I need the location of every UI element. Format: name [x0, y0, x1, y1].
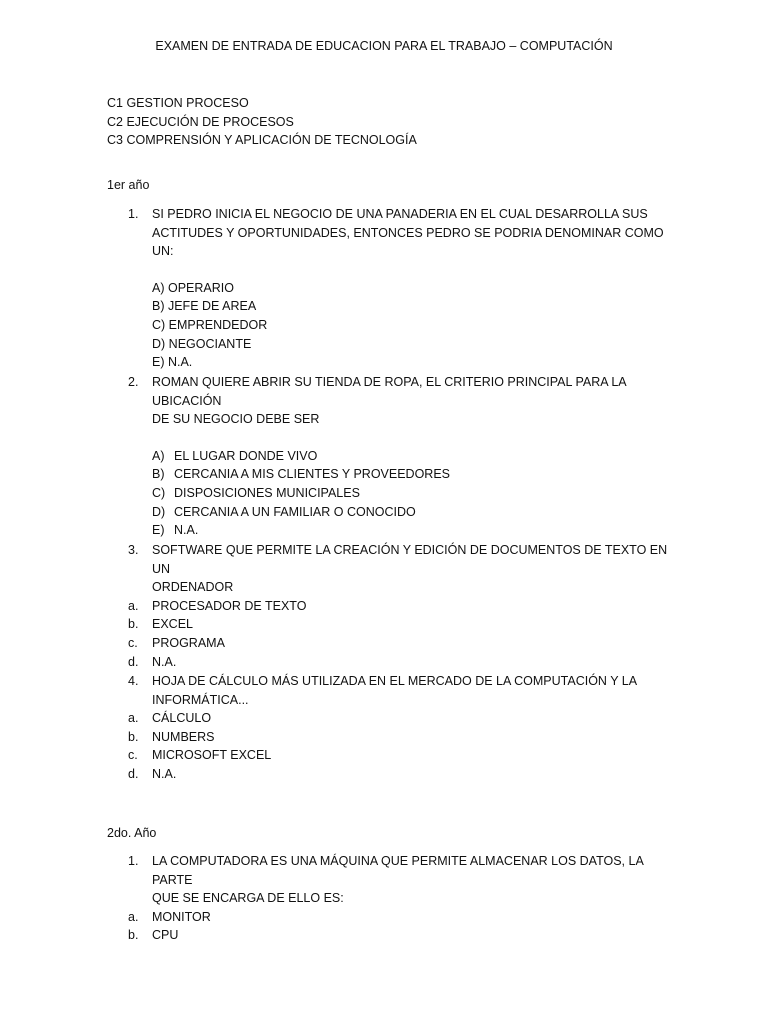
option-item	[128, 765, 668, 784]
option-item: D) NEGOCIANTE	[152, 336, 252, 351]
option-text: CERCANIA A MIS CLIENTES Y PROVEEDORES	[174, 467, 451, 482]
year-heading-1: 1er año	[107, 178, 150, 192]
question-number: 3.	[128, 543, 139, 557]
option-label: d.	[128, 654, 139, 669]
option-text: PROGRAMA	[152, 635, 225, 650]
question-1-year1	[128, 205, 668, 372]
option-label: b.	[128, 729, 139, 744]
option-text: EXCEL	[152, 617, 193, 632]
option-label: c.	[128, 748, 138, 763]
question-1-year2	[128, 852, 668, 945]
option-item	[128, 709, 668, 728]
question-3-year1	[128, 541, 668, 671]
question-line: SI PEDRO INICIA EL NEGOCIO DE UNA PANADERIA EN EL CUAL DESARROLLA SUS	[152, 207, 648, 221]
question-text	[152, 541, 668, 597]
option-item	[128, 615, 668, 634]
option-item	[152, 447, 668, 466]
question-line: DE SU NEGOCIO DEBE SER	[152, 412, 320, 427]
option-item	[152, 521, 668, 540]
option-label: b.	[128, 928, 139, 943]
option-label: d.	[128, 766, 139, 781]
question-line: INFORMÁTICA...	[152, 692, 249, 707]
option-item	[128, 746, 668, 765]
option-label: c.	[128, 635, 138, 650]
option-text: DISPOSICIONES MUNICIPALES	[174, 485, 360, 500]
option-item	[152, 503, 668, 522]
option-text: EL LUGAR DONDE VIVO	[174, 448, 318, 463]
option-list	[152, 447, 668, 540]
question-number: 4.	[128, 674, 139, 688]
option-text: NUMBERS	[152, 729, 215, 744]
option-item: A) OPERARIO	[152, 280, 234, 295]
option-text: MONITOR	[152, 909, 211, 924]
year-heading-2: 2do. Año	[107, 826, 157, 840]
option-label: a.	[128, 598, 139, 613]
question-text	[152, 373, 668, 429]
question-line: ACTITUDES Y OPORTUNIDADES, ENTONCES PEDRO SE PODRIA DENOMINAR COMO UN:	[152, 225, 664, 259]
option-label: D)	[152, 504, 166, 519]
question-line: QUE SE ENCARGA DE ELLO ES:	[152, 891, 344, 906]
question-line: ROMAN QUIERE ABRIR SU TIENDA DE ROPA, EL CRITERIO PRINCIPAL PARA LA UBICACIÓN	[152, 375, 626, 408]
option-item	[128, 653, 668, 672]
question-text	[152, 852, 668, 908]
question-2-year1	[128, 373, 668, 540]
question-number: 2.	[128, 375, 139, 389]
question-line: LA COMPUTADORA ES UNA MÁQUINA QUE PERMITE ALMACENAR LOS DATOS, LA PARTE	[152, 854, 644, 887]
option-label: b.	[128, 617, 139, 632]
option-list	[128, 908, 668, 945]
question-line: SOFTWARE QUE PERMITE LA CREACIÓN Y EDICIÓN DE DOCUMENTOS DE TEXTO EN UN	[152, 543, 668, 576]
question-line: ORDENADOR	[152, 580, 234, 595]
option-list	[128, 597, 668, 671]
option-item	[152, 484, 668, 503]
option-label: B)	[152, 467, 165, 482]
option-text: N.A.	[152, 654, 177, 669]
option-item	[128, 634, 668, 653]
question-text	[152, 205, 668, 261]
option-label: E)	[152, 523, 165, 538]
option-item: B) JEFE DE AREA	[152, 299, 257, 314]
competency-list	[107, 94, 417, 150]
option-item	[128, 926, 668, 945]
option-item: C) EMPRENDEDOR	[152, 317, 268, 332]
option-text: N.A.	[174, 523, 199, 538]
question-number: 1.	[128, 854, 139, 868]
competency-item: C2 EJECUCIÓN DE PROCESOS	[107, 114, 294, 129]
option-text: CERCANIA A UN FAMILIAR O CONOCIDO	[174, 504, 416, 519]
question-text	[152, 672, 668, 709]
document-title: EXAMEN DE ENTRADA DE EDUCACION PARA EL TRABAJO – COMPUTACIÓN	[155, 39, 613, 53]
option-text: CPU	[152, 928, 179, 943]
option-label: C)	[152, 485, 166, 500]
option-label: A)	[152, 448, 165, 463]
option-item: E) N.A.	[152, 355, 193, 370]
option-label: a.	[128, 909, 139, 924]
question-number: 1.	[128, 207, 139, 221]
option-list	[128, 709, 668, 783]
competency-item: C1 GESTION PROCESO	[107, 96, 249, 110]
option-text: CÁLCULO	[152, 711, 212, 726]
option-item	[128, 597, 668, 616]
option-text: PROCESADOR DE TEXTO	[152, 598, 307, 613]
option-item	[152, 465, 668, 484]
option-text: N.A.	[152, 766, 177, 781]
option-item	[128, 908, 668, 927]
option-text: MICROSOFT EXCEL	[152, 748, 272, 763]
competency-item: C3 COMPRENSIÓN Y APLICACIÓN DE TECNOLOGÍA	[107, 133, 417, 148]
question-line: HOJA DE CÁLCULO MÁS UTILIZADA EN EL MERCADO DE LA COMPUTACIÓN Y LA	[152, 674, 638, 688]
question-4-year1	[128, 672, 668, 784]
option-label: a.	[128, 711, 139, 726]
option-item	[128, 728, 668, 747]
option-list	[152, 279, 668, 372]
